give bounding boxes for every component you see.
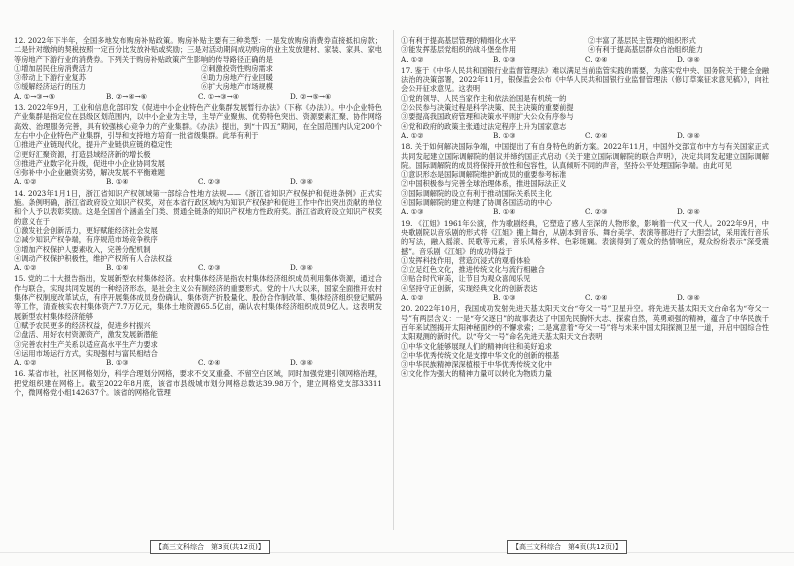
answer-choices xyxy=(401,55,769,64)
answer-choice[interactable]: D. ②④ xyxy=(677,207,700,217)
option-list xyxy=(14,226,382,263)
question-stem: 19. 《江姐》1961年公演，作为歌剧经典，它塑造了感人至深的人物形象，影响着一代又一代人。2022年9月，中央歌剧院以音乐剧的形式将《江姐》搬上舞台，从剧本到音乐、舞台美学、表演等都进行了大胆尝试，采用流行音乐的写法，融入摇滚、民歌等元素，音乐风格多样、色彩斑斓。表演得到了观众的热情响应，观众纷纷表示“深受震撼”。音乐剧《江姐》的成功得益于 xyxy=(401,218,769,256)
option-statement: ①发挥科技作用，营造沉浸式的观看体验 xyxy=(401,255,531,265)
option-statement: ③完善农村生产关系以适应高水平生产力要求 xyxy=(14,339,158,349)
answer-choice[interactable]: D. ③④ xyxy=(677,54,700,64)
option-statement: ⑥扩大房地产市场规模 xyxy=(201,82,273,92)
question-q16-cont xyxy=(401,36,769,64)
option-list xyxy=(401,36,769,55)
option-statement: ②丰富了基层民主管理的组织形式 xyxy=(588,36,696,45)
question-stem: 17. 鉴于《中华人民共和国银行业监督管理法》难以满足当前监管实践的需要，为落实党中央、国务院关于健全金融法治的决策部署，2022年11月，银保监会公布《中华人民共和国银行业监督管理法（修订草案征求意见稿）》，向社会公开征求意见。这表明 xyxy=(401,65,769,94)
option-statement: ③推进产业数字化升级，促进中小企业协同发展 xyxy=(14,158,165,168)
option-statement: ③能发挥基层党组织的战斗堡垒作用 xyxy=(401,45,517,55)
option-list xyxy=(14,321,382,358)
option-statement: ④有利于提高基层群众自治组织能力 xyxy=(588,45,704,55)
option-statement: ①赋予农民更多的经济权益，促进乡村振兴 xyxy=(14,320,151,330)
option-statement: ①意识形态是国际调解院维护新成员的重要参考标准 xyxy=(401,170,567,180)
answer-choice[interactable]: C. ②④ xyxy=(585,293,608,303)
answer-choices xyxy=(14,177,382,186)
option-statement: ②立足红色文化，推进传统文化与流行相融合 xyxy=(401,265,545,275)
option-statement: ③增加产权保护人要素收入，完善分配机制 xyxy=(14,244,151,254)
page-fold-line xyxy=(0,552,794,553)
question-q17 xyxy=(401,66,769,140)
question-stem: 14. 2023年1月1日，浙江省知识产权领域第一部综合性地方法规——《浙江省知识产权保护和促进条例》正式实施。条例明确，浙江省政府设立知识产权奖，对在本省行政区域内为知识产权保护和促进工作中作出突出贡献的单位和个人予以表彰奖励。这是全国首个涵盖全门类、贯通全链条的知识产权地方性政府奖。浙江省政府设立知识产权奖的意义在于 xyxy=(14,188,382,226)
option-statement: ②减少知识产权争端，有序规范市场竞争秩序 xyxy=(14,235,158,245)
question-stem: 16. 某省市社，社区网格划分，科学合理划分网格，要求不交叉重叠、不留空白区域，同时加强党建引领网格治理，把党组织建在网格上。截至2022年8月底，该省市县级城市划分网格总数达39.98万个，建立网格党支部33311个，微网格党小组142637个。该省的网格化管理 xyxy=(14,369,382,397)
question-q20 xyxy=(401,304,769,378)
answer-choice[interactable]: D. ③④ xyxy=(677,130,700,140)
option-list xyxy=(401,342,769,379)
answer-choice[interactable]: D. ③④ xyxy=(290,358,313,368)
option-list xyxy=(401,256,769,293)
answer-choice[interactable]: A. ①② xyxy=(14,263,37,273)
question-stem: 18. 关于如何解决国际争端，中国提出了有自身特色的新方案。2022年11月，中国外交部宣布中方与有关国家正式共同发起建立国际调解院的倡议并缔约国正式启动《关于建立国际调解院的联合声明》，决定共同发起建立国际调解院。国际调解院的成员将保持开放性和包容性，认真倾听不同的声音，坚持公平处理国际争端。由此可见 xyxy=(401,142,769,170)
option-statement: ③中华民族精神深深植根于中华优秀传统文化中 xyxy=(401,360,552,370)
option-list xyxy=(401,170,769,207)
option-statement: ①有利于提高基层管理的精细化水平 xyxy=(401,36,517,45)
answer-choice[interactable]: A. ①→③→⑤ xyxy=(14,91,56,101)
answer-choice[interactable]: C. ②④ xyxy=(198,358,221,368)
question-q13 xyxy=(14,103,382,187)
answer-choice[interactable]: C. ①→③→④ xyxy=(198,91,240,101)
answer-choices xyxy=(401,131,769,140)
option-statement: ④坚持守正创新，实现经典文化的创新表达 xyxy=(401,283,538,293)
question-stem: 13. 2022年9月，工业和信息化部印发《促进中小企业特色产业集群发展暂行办法》（下称《办法》）。中小企业特色产业集群是指定位在县级区划范围内，以中小企业为主导，主导产业聚焦、优势特色突出、资源要素汇聚、协作网络高效、治理服务完善，具有较强核心竞争力的产业集群。《办法》提出，到“十四五”期间，在全国范围内认定200个左右中小企业特色产业集群，引导和支持地方培育一批省级集群。此举有利于 xyxy=(14,103,382,140)
answer-choices xyxy=(401,207,769,216)
option-statement: ②中华优秀传统文化是支撑中华文化的创新的根基 xyxy=(401,350,560,360)
option-statement: ④调动产权保护积极性，维护产权所有人合法权益 xyxy=(14,253,173,263)
option-statement: ④弥补中小企业融资劣势，解决发展不平衡难题 xyxy=(14,168,165,178)
answer-choice[interactable]: A. ①② xyxy=(14,177,37,187)
option-statement: ④运用市场运行方式，实现强村与富民相结合 xyxy=(14,348,158,358)
question-q19 xyxy=(401,219,769,303)
question-stem: 12. 2022年下半年，全国多地发布购房补贴政策。购房补贴主要有三种类型：一是发放购房消费券直接抵扣房款；二是针对缴纳的契税按照一定百分比发放补贴或奖励；三是对活动期间成功购房的业主发放建材、家装、家具、家电等房地产下游行业的消费券。下列关于购房补贴政策产生影响的传导路径正确的是 xyxy=(14,36,382,64)
answer-choice[interactable]: D. ③④ xyxy=(677,293,700,303)
question-q12 xyxy=(14,36,382,101)
option-statement: ①中华文化能够展现人们的精神向往和美好追求 xyxy=(401,341,552,351)
answer-choices xyxy=(14,358,382,367)
answer-choice[interactable]: A. ①③ xyxy=(401,207,424,217)
option-statement: ②中国积极参与完善全球治理体系，推进国际法正义 xyxy=(401,179,567,189)
answer-choice[interactable]: B. ①③ xyxy=(493,293,516,303)
question-q15 xyxy=(14,274,382,367)
page-footer-left: 【高三文科综合 第3页(共12页)】 xyxy=(150,540,270,554)
answer-choice[interactable]: D. ②→⑤→⑥ xyxy=(290,91,332,101)
answer-choice[interactable]: C. ②③ xyxy=(585,207,608,217)
question-q16 xyxy=(14,369,382,397)
question-stem: 15. 党的二十大报告指出，发展新型农村集体经济。农村集体经济是指农村集体经济组织成员利用集体资源，通过合作与联合，实现共同发展的一种经济形态，是社会主义公有制经济的重要形式。党的十八大以来，国家全面推开农村集体产权制度改革试点，有序开展集体成员身份确认、集体资产折股量化、股份合作制改革、集体经济组织登记赋码等工作，清查核实农村集体资产7.7万亿元，集体土地资源65.5亿亩，确认农村集体经济组织成员9亿人。这表明发展新型农村集体经济能够 xyxy=(14,274,382,321)
right-column xyxy=(401,36,769,381)
option-statement: ⑤缓解经济运行的压力 xyxy=(14,82,86,92)
option-statement: ②公民参与决策过程是科学决策、民主决策的重要前提 xyxy=(401,103,574,113)
option-statement: ④国际调解院的建立构建了协调各国活动的中心 xyxy=(401,198,552,208)
answer-choice[interactable]: C. ②④ xyxy=(585,54,608,64)
option-statement: ①推进产业链现代化，提升产业链供应链的稳定性 xyxy=(14,140,173,150)
left-question-list xyxy=(14,36,382,397)
option-statement: ②更好汇聚资源，打造县域经济新的增长极 xyxy=(14,149,151,159)
answer-choice[interactable]: C. ②③ xyxy=(198,263,221,273)
option-list xyxy=(14,140,382,177)
question-stem: 20. 2022年10月，我国成功发射先进天基太阳天文台“夸父一号”卫星升空。将先进天基太阳天文台命名为“夸父一号”有两层含义：一是“夸父逐日”的故事表达了中国先民胸怀大志、探索自然，英勇顽强的精神，蕴含了中华民族千百年来试图揭开太阳神秘面纱的不懈求索；二是寓意着“夸父一号”将与未来中国太阳探测卫星一道，开启中国综合性太阳观测的新时代。以“夸父一号”命名先进天基太阳天文台表明 xyxy=(401,304,769,342)
answer-choice[interactable]: A. ①② xyxy=(401,130,424,140)
answer-choice[interactable]: A. ①② xyxy=(14,358,37,368)
option-statement: ①党的领导、人民当家作主和依法治国是有机统一的 xyxy=(401,93,567,103)
option-statement: ①增加居民住房消费活力 xyxy=(14,63,94,73)
option-statement: ③贴合时代审美，让节目为观众喜闻乐见 xyxy=(401,274,531,284)
option-statement: ③带动上下游行业复苏 xyxy=(14,73,86,83)
answer-choice[interactable]: D. ③④ xyxy=(290,263,313,273)
answer-choices xyxy=(14,92,382,101)
option-statement: ④文化作为强大的精神力量可以转化为物质力量 xyxy=(401,369,552,379)
answer-choice[interactable]: A. ①② xyxy=(401,293,424,303)
answer-choice[interactable]: B. ①③ xyxy=(493,130,516,140)
question-q18 xyxy=(401,142,769,216)
page-footer-right: 【高三文科综合 第4页(共12页)】 xyxy=(507,540,627,554)
answer-choice[interactable]: B. ①④ xyxy=(106,263,129,273)
option-statement: ③要提高我国政府管理和决策水平则扩大公众有序参与 xyxy=(401,112,574,122)
option-statement: ③国际调解院的设立有利于推动国际关系民主化 xyxy=(401,188,552,198)
answer-choices xyxy=(401,293,769,302)
option-statement: ④党和政府的政策主张通过法定程序上升为国家意志 xyxy=(401,121,567,131)
left-column xyxy=(14,36,382,399)
option-statement: ②盘活、用好农村资源资产，激发发展新潜能 xyxy=(14,330,158,340)
option-statement: ②刺激投资性购房需求 xyxy=(201,63,273,73)
answer-choice[interactable]: A. ①② xyxy=(401,54,424,64)
column-divider xyxy=(393,30,394,530)
answer-choice[interactable]: D. ③④ xyxy=(290,177,313,187)
right-question-list xyxy=(401,36,769,379)
option-list xyxy=(401,94,769,131)
answer-choice[interactable]: B. ①④ xyxy=(493,207,516,217)
answer-choice[interactable]: C. ②④ xyxy=(585,130,608,140)
answer-choice[interactable]: B. ①③ xyxy=(106,358,129,368)
answer-choice[interactable]: B. ②→④→⑥ xyxy=(106,91,148,101)
answer-choice[interactable]: B. ①④ xyxy=(106,177,129,187)
option-statement: ①激发社会创新活力，更好赋能经济社会发展 xyxy=(14,225,158,235)
option-list xyxy=(14,64,382,92)
answer-choice[interactable]: C. ②③ xyxy=(198,177,221,187)
question-q14 xyxy=(14,189,382,273)
option-statement: ④助力房地产行业回暖 xyxy=(201,73,273,83)
answer-choices xyxy=(14,263,382,272)
answer-choice[interactable]: B. ①③ xyxy=(493,54,516,64)
